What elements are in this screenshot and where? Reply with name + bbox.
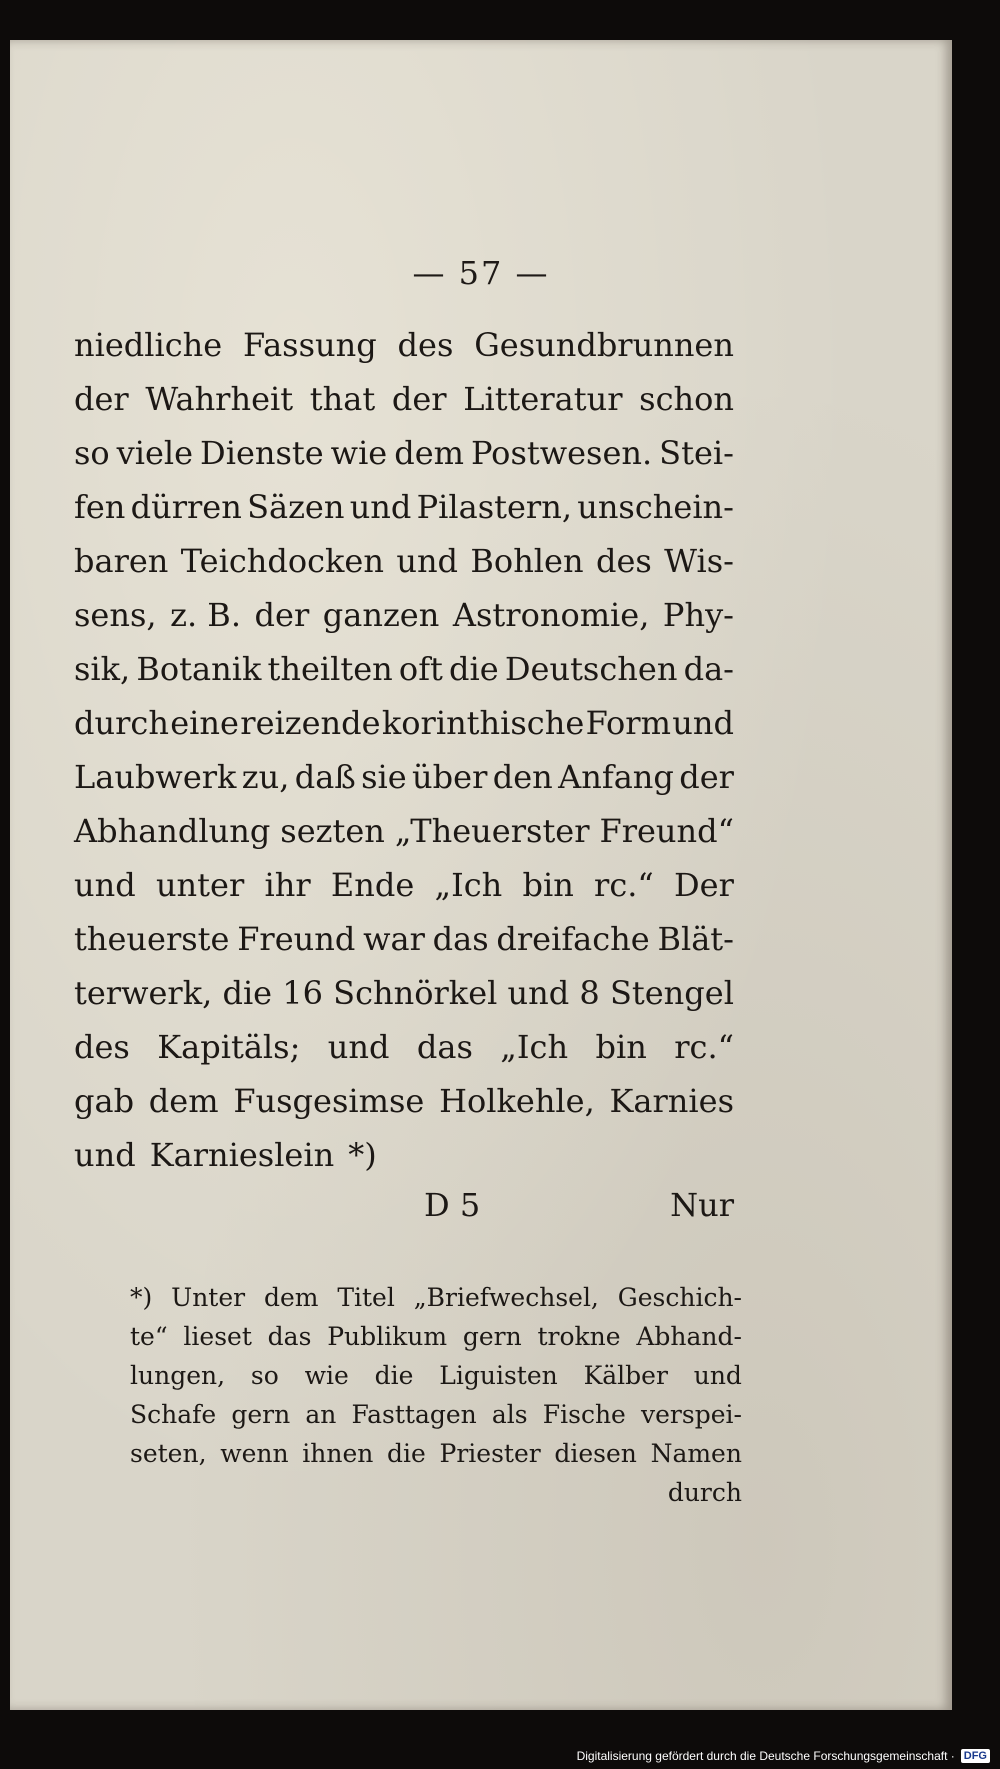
word: Form (585, 704, 671, 742)
word: Publikum (327, 1322, 448, 1351)
word: ihr (264, 866, 311, 904)
word: *) (348, 1136, 377, 1174)
word: Karnies (609, 1082, 734, 1120)
text-line (74, 1128, 734, 1182)
word: Kälber (583, 1361, 668, 1390)
word: dem (148, 1082, 219, 1120)
word: Karnieslein (149, 1136, 335, 1174)
word: bin (595, 1028, 647, 1066)
word: Der (674, 866, 734, 904)
word: lieset (183, 1322, 252, 1351)
word: des (74, 1028, 130, 1066)
word: an (305, 1400, 337, 1429)
word: Schafe (130, 1400, 217, 1429)
word: z. B. (170, 596, 241, 634)
catchline (424, 1186, 734, 1224)
digitization-credit (577, 1749, 990, 1763)
word: die (374, 1361, 414, 1390)
word: Geschich- (617, 1283, 742, 1312)
word: das (432, 920, 489, 958)
word: „Ich (434, 866, 503, 904)
text-line (74, 534, 734, 588)
word: das (267, 1322, 312, 1351)
word: „Theuerster (394, 812, 590, 850)
word: korinthische (381, 704, 585, 742)
word: theuerste (74, 920, 230, 958)
word: niedliche (74, 326, 223, 364)
word: Wahrheit (145, 380, 294, 418)
text-line (74, 1074, 734, 1128)
word: und (396, 542, 459, 580)
word: und (74, 866, 136, 904)
footnote (130, 1278, 742, 1512)
word: und (672, 704, 734, 742)
word: Namen (650, 1439, 742, 1468)
word: gab (74, 1082, 135, 1120)
word: „Briefwechsel, (413, 1283, 599, 1312)
word: des (595, 542, 652, 580)
word: Liguisten (439, 1361, 558, 1390)
word: Abhandlung (74, 812, 271, 850)
page-number-header: — 57 — (412, 254, 550, 292)
word: reizende (240, 704, 381, 742)
word: der (391, 380, 447, 418)
word: so (250, 1361, 279, 1390)
word: terwerk, (74, 974, 213, 1012)
word: fen (74, 488, 126, 526)
text-line (74, 804, 734, 858)
word: den (492, 758, 553, 796)
word: baren (74, 542, 169, 580)
word: Fusgesimse (233, 1082, 425, 1120)
word: te“ (130, 1322, 168, 1351)
word: da- (683, 650, 734, 688)
footnote-line (130, 1395, 742, 1434)
word: diesen (554, 1439, 637, 1468)
word: Holkehle, (439, 1082, 595, 1120)
word: als (491, 1400, 528, 1429)
word: des (397, 326, 454, 364)
word: Säzen (247, 488, 345, 526)
word: Titel (337, 1283, 395, 1312)
book-page (10, 40, 952, 1710)
word: Fasttagen (351, 1400, 477, 1429)
word: dreifache (496, 920, 650, 958)
word: über (412, 758, 488, 796)
word: Phy- (662, 596, 734, 634)
footnote-line (130, 1278, 742, 1317)
word: Litteratur (463, 380, 623, 418)
word: Stengel (609, 974, 734, 1012)
word: rc.“ (594, 866, 654, 904)
word: eine (170, 704, 239, 742)
body-text (74, 318, 734, 1182)
word: der (74, 380, 129, 418)
word: trokne (537, 1322, 621, 1351)
word: der (254, 596, 310, 634)
word: theilten (267, 650, 393, 688)
word: Priester (439, 1439, 541, 1468)
word: *) (130, 1283, 153, 1312)
text-line (74, 1020, 734, 1074)
credit-text: Digitalisierung gefördert durch die Deutsche Forschungsgemeinschaft · (576, 1749, 955, 1763)
text-line (74, 858, 734, 912)
word: der (679, 758, 734, 796)
word: so (74, 434, 110, 472)
word: Fassung (243, 326, 377, 364)
word: zu, (241, 758, 290, 796)
word: Anfang (558, 758, 674, 796)
footnote-line (130, 1473, 742, 1512)
word: lungen, (130, 1361, 226, 1390)
word: Laubwerk (74, 758, 237, 796)
word: 16 (282, 974, 323, 1012)
footnote-line (130, 1317, 742, 1356)
word: Teichdocken (180, 542, 384, 580)
word: dürren (130, 488, 242, 526)
word: Dienste (200, 434, 324, 472)
word: Botanik (136, 650, 262, 688)
word: seten, (130, 1439, 207, 1468)
word: that (309, 380, 376, 418)
word: die (222, 974, 273, 1012)
word: Fische (542, 1400, 626, 1429)
word: sik, (74, 650, 131, 688)
word: sezten (280, 812, 385, 850)
word: sens, (74, 596, 157, 634)
word: Pilastern, (416, 488, 572, 526)
word: wenn (220, 1439, 289, 1468)
word: daß (294, 758, 356, 796)
footnote-line (130, 1434, 742, 1473)
word: und (74, 1136, 136, 1174)
word: bin (522, 866, 574, 904)
text-line (74, 696, 734, 750)
word: verspei- (641, 1400, 742, 1429)
text-line (74, 642, 734, 696)
word: oft (398, 650, 443, 688)
word: Astronomie, (452, 596, 650, 634)
word: rc.“ (674, 1028, 734, 1066)
word: ihnen (302, 1439, 374, 1468)
word: die (449, 650, 499, 688)
word: gern (231, 1400, 291, 1429)
word: und (349, 488, 412, 526)
text-line (74, 750, 734, 804)
dfg-logo: DFG (961, 1749, 990, 1763)
word: Deutschen (504, 650, 678, 688)
word: wie (304, 1361, 349, 1390)
word: unter (155, 866, 245, 904)
word: dem (263, 1283, 319, 1312)
word: viele (116, 434, 194, 472)
text-line (74, 912, 734, 966)
text-line (74, 480, 734, 534)
word: und (693, 1361, 742, 1390)
word: wie (330, 434, 388, 472)
word: und (507, 974, 570, 1012)
word: die (387, 1439, 426, 1468)
word: Stei- (659, 434, 734, 472)
word: Blät- (657, 920, 734, 958)
word: das (416, 1028, 473, 1066)
word: Kapitäls; (157, 1028, 301, 1066)
catchword: Nur (670, 1186, 734, 1224)
word: Abhand- (636, 1322, 742, 1351)
word: Freund (237, 920, 356, 958)
text-line (74, 372, 734, 426)
word: schon (639, 380, 734, 418)
word: war (363, 920, 425, 958)
signature-mark: D 5 (424, 1186, 481, 1224)
word: Schnörkel (333, 974, 498, 1012)
word: Postwesen. (470, 434, 653, 472)
word: Gesundbrunnen (474, 326, 734, 364)
word: 8 (579, 974, 600, 1012)
word: „Ich (500, 1028, 569, 1066)
word: unschein- (577, 488, 734, 526)
word: Unter (171, 1283, 246, 1312)
word: ganzen (322, 596, 440, 634)
text-line (74, 588, 734, 642)
word: Bohlen (470, 542, 584, 580)
word: durch (667, 1478, 742, 1507)
word: und (327, 1028, 390, 1066)
word: gern (462, 1322, 522, 1351)
text-line (74, 966, 734, 1020)
word: Wis- (664, 542, 734, 580)
text-line (74, 318, 734, 372)
footnote-line (130, 1356, 742, 1395)
word: Ende (330, 866, 415, 904)
word: Freund“ (599, 812, 734, 850)
text-line (74, 426, 734, 480)
word: dem (394, 434, 464, 472)
word: durch (74, 704, 169, 742)
word: sie (361, 758, 407, 796)
